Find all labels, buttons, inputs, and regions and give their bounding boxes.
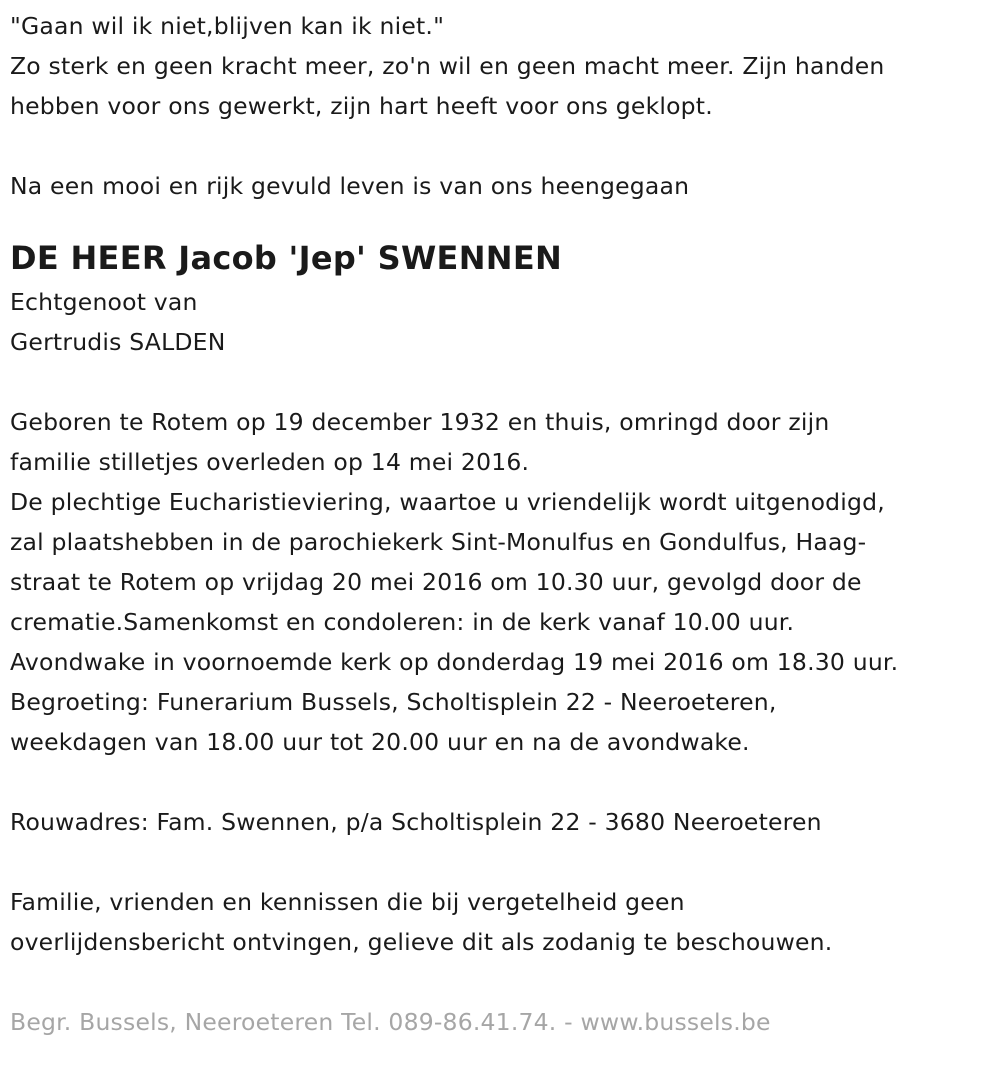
closing-line-2: overlijdensbericht ontvingen, gelieve dit als zodanig te beschouwen.	[10, 928, 833, 956]
details-line: straat te Rotem op vrijdag 20 mei 2016 om 10.30 uur, gevolgd door de	[10, 568, 862, 596]
intro-text: Na een mooi en rijk gevuld leven is van ons heengegaan	[10, 172, 690, 200]
quote-line-3: hebben voor ons gewerkt, zijn hart heeft voor ons geklopt.	[10, 92, 713, 120]
details-line: Geboren te Rotem op 19 december 1932 en thuis, omringd door zijn	[10, 408, 830, 436]
funeral-home-footer: Begr. Bussels, Neeroeteren Tel. 089-86.41.74. - www.bussels.be	[10, 1008, 771, 1036]
spacer	[10, 206, 995, 232]
spacer	[10, 842, 995, 882]
obituary-notice	[10, 0, 995, 1042]
spacer	[10, 126, 995, 166]
details-line: De plechtige Eucharistieviering, waartoe u vriendelijk wordt uitgenodigd,	[10, 488, 885, 516]
details-line: zal plaatshebben in de parochiekerk Sint-Monulfus en Gondulfus, Haag-	[10, 528, 867, 556]
deceased-name: DE HEER Jacob 'Jep' SWENNEN	[10, 239, 563, 277]
closing-line-1: Familie, vrienden en kennissen die bij vergetelheid geen	[10, 888, 685, 916]
details-line: Avondwake in voornoemde kerk op donderdag 19 mei 2016 om 18.30 uur.	[10, 648, 899, 676]
spacer	[10, 962, 995, 1002]
mourning-address: Rouwadres: Fam. Swennen, p/a Scholtisplein 22 - 3680 Neeroeteren	[10, 808, 822, 836]
spacer	[10, 362, 995, 402]
details-line: crematie.Samenkomst en condoleren: in de kerk vanaf 10.00 uur.	[10, 608, 795, 636]
relation-text: Echtgenoot van	[10, 288, 198, 316]
spouse-name: Gertrudis SALDEN	[10, 328, 226, 356]
details-line: weekdagen van 18.00 uur tot 20.00 uur en na de avondwake.	[10, 728, 750, 756]
spacer	[10, 762, 995, 802]
details-line: familie stilletjes overleden op 14 mei 2016.	[10, 448, 530, 476]
quote-line-2: Zo sterk en geen kracht meer, zo'n wil en geen macht meer. Zijn handen	[10, 52, 885, 80]
details-line: Begroeting: Funerarium Bussels, Scholtisplein 22 - Neeroeteren,	[10, 688, 777, 716]
quote-line-1: "Gaan wil ik niet,blijven kan ik niet."	[10, 12, 445, 40]
